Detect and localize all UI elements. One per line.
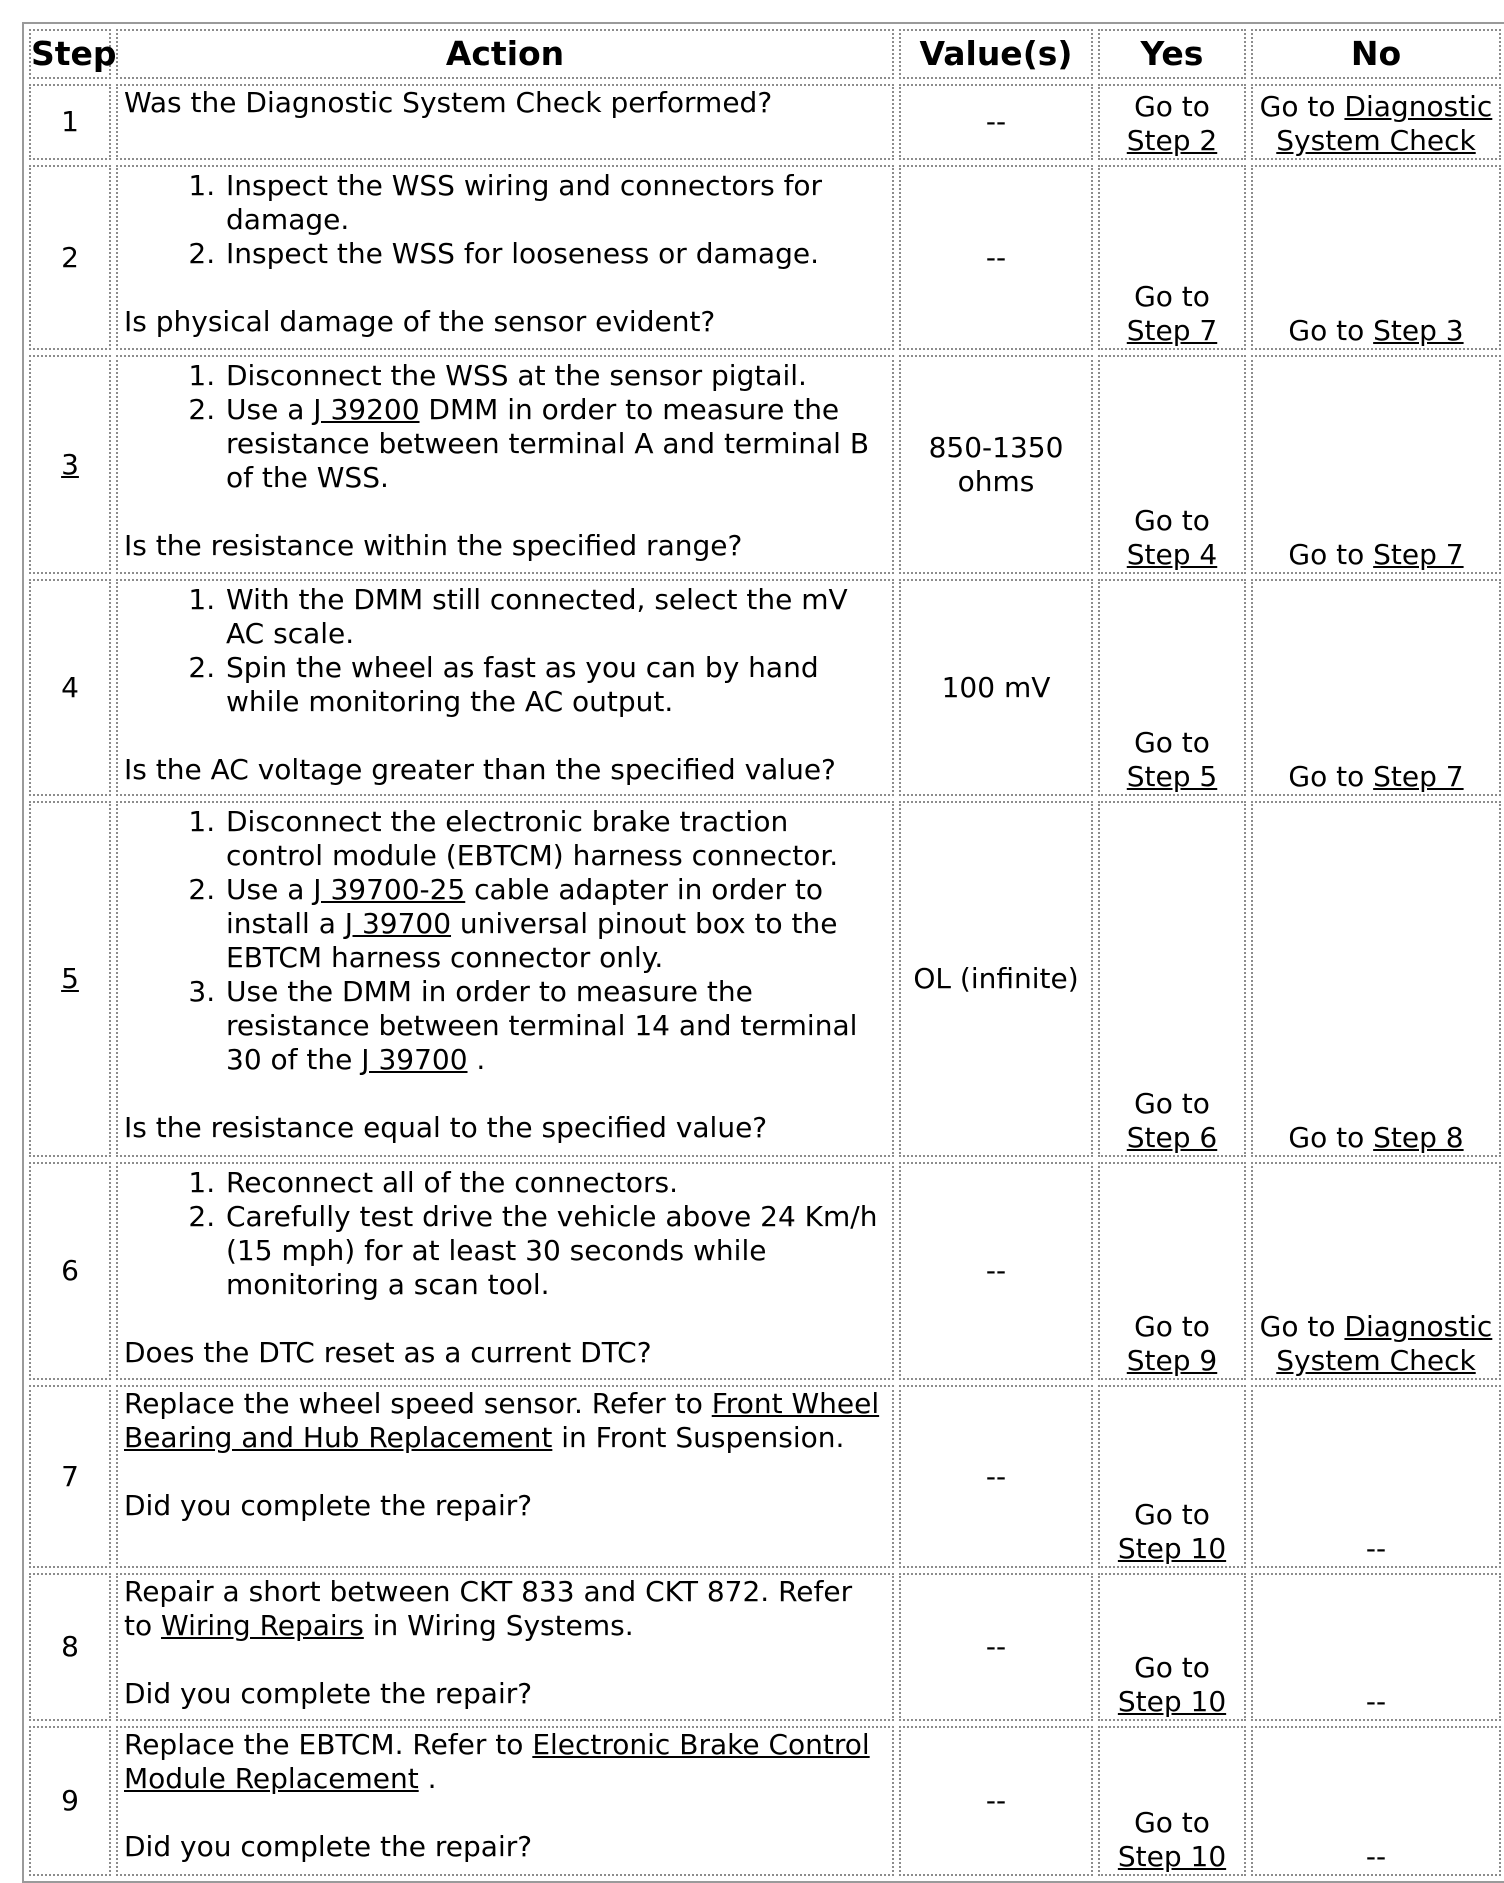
no-step-link[interactable]: Step 3 [1373, 314, 1464, 347]
yes-step-link[interactable]: Step 4 [1126, 538, 1218, 571]
value-cell: OL (infinite) [899, 801, 1093, 1157]
procedure-link[interactable]: Front Wheel Bearing and Hub Replacement [124, 1387, 880, 1454]
action-list [124, 805, 886, 1077]
action-question: Did you complete the repair? [124, 1830, 533, 1863]
action-text-part: in Front Suspension. [552, 1421, 845, 1454]
action-item: 1. Disconnect the electronic brake traction control module (EBTCM) harness connector. [224, 805, 886, 873]
yes-cell [1098, 801, 1246, 1157]
action-question: Was the Diagnostic System Check performed? [124, 86, 773, 119]
action-item-text: . [467, 1043, 486, 1076]
value-cell: 100 mV [899, 579, 1093, 796]
no-prefix: Go to [1288, 760, 1374, 793]
action-list [124, 1166, 886, 1302]
action-question: Did you complete the repair? [124, 1677, 533, 1710]
action-list [124, 169, 886, 271]
tool-link-j39700-25[interactable]: J 39700-25 [313, 873, 466, 906]
step-number: 4 [29, 579, 111, 796]
diagnostic-table [22, 22, 1504, 1883]
yes-step-link[interactable]: Step 2 [1126, 124, 1218, 157]
step-number: 1 [29, 84, 111, 160]
action-item: 1. Disconnect the WSS at the sensor pigtail. [224, 359, 886, 393]
action-text [124, 1575, 886, 1643]
action-question: Is the resistance within the specified range? [124, 529, 743, 562]
yes-prefix: Go to [1134, 280, 1210, 313]
yes-prefix: Go to [1134, 1498, 1210, 1531]
yes-cell [1098, 1385, 1246, 1568]
action-item-text: universal pinout box to the EBTCM harness connector only. [226, 907, 838, 974]
action-item: 2. Carefully test drive the vehicle above 24 Km/h (15 mph) for at least 30 seconds while monitoring a scan tool. [224, 1200, 886, 1302]
action-item-text: DMM in order to measure the resistance between terminal A and terminal B of the WSS. [226, 393, 870, 494]
no-cell: -- [1251, 1573, 1501, 1721]
tool-link-j39700[interactable]: J 39700 [361, 1043, 468, 1076]
tool-link-j39700[interactable]: J 39700 [344, 907, 452, 940]
step-number: 6 [29, 1162, 111, 1380]
no-cell [1251, 801, 1501, 1157]
value-cell: -- [899, 165, 1093, 350]
header-step: Step [29, 29, 111, 79]
header-action: Action [116, 29, 894, 79]
action-question: Is physical damage of the sensor evident? [124, 305, 716, 338]
yes-cell [1098, 355, 1246, 574]
yes-step-link[interactable]: Step 10 [1117, 1685, 1227, 1718]
action-item-text: cable adapter in order to install a [226, 873, 823, 940]
action-item [224, 873, 886, 975]
yes-prefix: Go to [1134, 90, 1210, 123]
yes-prefix: Go to [1134, 1087, 1210, 1120]
yes-prefix: Go to [1134, 1310, 1210, 1343]
action-item: 1. Reconnect all of the connectors. [224, 1166, 886, 1200]
header-no: No [1251, 29, 1501, 79]
yes-prefix: Go to [1134, 1651, 1210, 1684]
procedure-link[interactable]: Wiring Repairs [161, 1609, 364, 1642]
yes-step-link[interactable]: Step 9 [1126, 1344, 1218, 1377]
yes-cell [1098, 1573, 1246, 1721]
no-prefix: Go to [1259, 1310, 1345, 1343]
no-cell [1251, 355, 1501, 574]
no-cell [1251, 165, 1501, 350]
no-cell: -- [1251, 1726, 1501, 1876]
yes-step-link[interactable]: Step 10 [1117, 1840, 1227, 1873]
action-cell [116, 1385, 894, 1568]
no-cell [1251, 84, 1501, 160]
no-prefix: Go to [1259, 90, 1345, 123]
step-number: 8 [29, 1573, 111, 1721]
value-cell: 850-1350 ohms [899, 355, 1093, 574]
table-row [29, 579, 1501, 796]
step-number [29, 801, 111, 1157]
yes-cell [1098, 1162, 1246, 1380]
yes-cell [1098, 579, 1246, 796]
action-cell [116, 355, 894, 574]
value-cell: -- [899, 1573, 1093, 1721]
header-yes: Yes [1098, 29, 1246, 79]
yes-step-link[interactable]: Step 6 [1126, 1121, 1218, 1154]
value-cell: -- [899, 84, 1093, 160]
yes-step-link[interactable]: Step 10 [1117, 1532, 1227, 1565]
table-row [29, 165, 1501, 350]
action-text-part: Repair a short between CKT 833 and CKT 872. Refer to [124, 1575, 853, 1642]
tool-link-j39200[interactable]: J 39200 [313, 393, 420, 426]
action-question: Did you complete the repair? [124, 1489, 533, 1522]
action-item-text: Use a [226, 393, 314, 426]
yes-step-link[interactable]: Step 5 [1126, 760, 1218, 793]
yes-prefix: Go to [1134, 504, 1210, 537]
action-cell [116, 1726, 894, 1876]
no-step-link[interactable]: Diagnostic System Check [1276, 1310, 1493, 1377]
no-prefix: Go to [1288, 1121, 1374, 1154]
action-list [124, 583, 886, 719]
action-item: 1. With the DMM still connected, select the mV AC scale. [224, 583, 886, 651]
procedure-link[interactable]: Electronic Brake Control Module Replacement [124, 1728, 870, 1795]
no-step-link[interactable]: Diagnostic System Check [1276, 90, 1493, 157]
action-text [124, 1728, 886, 1796]
action-cell [116, 165, 894, 350]
no-step-link[interactable]: Step 7 [1373, 538, 1464, 571]
step-number [29, 355, 111, 574]
action-cell [116, 801, 894, 1157]
action-item-text: Use a [226, 873, 314, 906]
action-question: Is the AC voltage greater than the specified value? [124, 753, 836, 786]
action-cell [116, 1162, 894, 1380]
value-cell: -- [899, 1162, 1093, 1380]
step-number: 7 [29, 1385, 111, 1568]
no-step-link[interactable]: Step 8 [1373, 1121, 1464, 1154]
action-text [124, 1387, 886, 1455]
action-text-part: Replace the wheel speed sensor. Refer to [124, 1387, 712, 1420]
value-cell: -- [899, 1385, 1093, 1568]
action-item-text: Use the DMM in order to measure the resistance between terminal 14 and terminal 30 of the [226, 975, 858, 1076]
table-row [29, 1162, 1501, 1380]
no-cell [1251, 579, 1501, 796]
yes-step-link[interactable]: Step 7 [1126, 314, 1218, 347]
table-row [29, 355, 1501, 574]
table-row [29, 1573, 1501, 1721]
action-text-part: in Wiring Systems. [363, 1609, 634, 1642]
no-step-link[interactable]: Step 7 [1373, 760, 1464, 793]
action-item [224, 975, 886, 1077]
no-cell: -- [1251, 1385, 1501, 1568]
yes-cell [1098, 84, 1246, 160]
step-number-link[interactable]: 3 [61, 447, 79, 481]
no-prefix: Go to [1288, 538, 1374, 571]
action-item [224, 393, 886, 495]
step-number: 9 [29, 1726, 111, 1876]
action-text-part: . [418, 1762, 437, 1795]
step-number-link[interactable]: 5 [61, 962, 79, 995]
no-cell [1251, 1162, 1501, 1380]
table-row [29, 1726, 1501, 1876]
action-item: 1. Inspect the WSS wiring and connectors for damage. [224, 169, 886, 237]
yes-cell [1098, 1726, 1246, 1876]
action-list [124, 359, 886, 495]
yes-prefix: Go to [1134, 1806, 1210, 1839]
action-item: 2. Spin the wheel as fast as you can by hand while monitoring the AC output. [224, 651, 886, 719]
action-text-part: Replace the EBTCM. Refer to [124, 1728, 533, 1761]
table-row [29, 84, 1501, 160]
step-number: 2 [29, 165, 111, 350]
action-question: Is the resistance equal to the specified value? [124, 1111, 768, 1144]
header-values: Value(s) [899, 29, 1093, 79]
table-row [29, 1385, 1501, 1568]
action-cell [116, 84, 894, 160]
action-item: 2. Inspect the WSS for looseness or damage. [224, 237, 886, 271]
header-row [29, 29, 1501, 79]
action-cell [116, 1573, 894, 1721]
action-cell [116, 579, 894, 796]
action-question: Does the DTC reset as a current DTC? [124, 1336, 652, 1369]
yes-prefix: Go to [1134, 726, 1210, 759]
value-cell: -- [899, 1726, 1093, 1876]
yes-cell [1098, 165, 1246, 350]
no-prefix: Go to [1288, 314, 1374, 347]
table-row [29, 801, 1501, 1157]
